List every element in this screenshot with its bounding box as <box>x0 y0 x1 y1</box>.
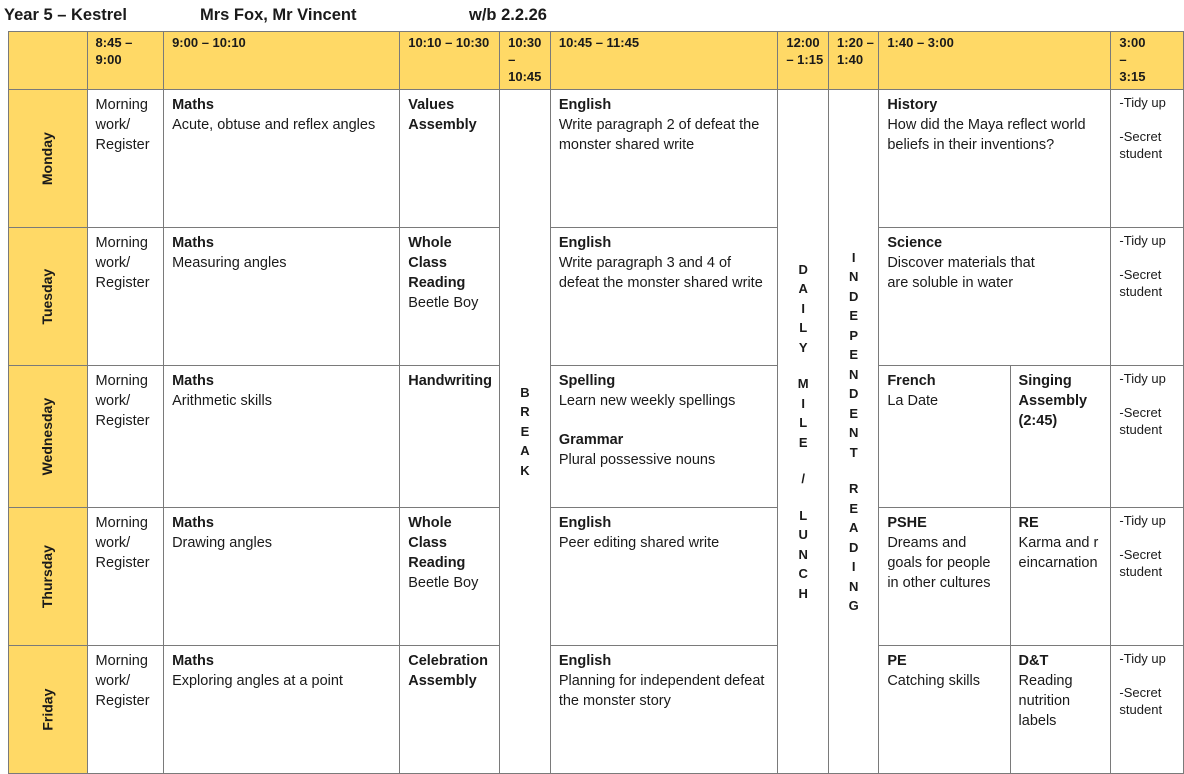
lunch-letter: L <box>799 320 808 336</box>
slot5-cell <box>550 228 778 366</box>
tidy-up-text: -Tidy up <box>1119 371 1166 386</box>
afternoon-a-detail: Catching skills <box>887 673 980 689</box>
tidy-cell <box>1111 228 1184 366</box>
lunch-letter: C <box>798 566 808 582</box>
slot3-title: Celebration Assembly <box>408 653 488 689</box>
reading-letter: N <box>848 425 859 440</box>
break-letter: K <box>520 462 530 478</box>
secret-student-text: -Secret student <box>1119 405 1163 438</box>
maths-detail: Arithmetic skills <box>172 393 272 409</box>
slot5-detail: Peer editing shared write <box>558 535 720 551</box>
maths-cell <box>164 90 400 228</box>
secret-student-text: -Secret student <box>1119 547 1163 580</box>
lunch-letter: / <box>801 471 805 487</box>
reading-letter: A <box>848 520 859 535</box>
day-label-friday: Friday <box>39 688 56 731</box>
slot5-title: English <box>558 97 612 113</box>
reading-letter: D <box>848 539 859 555</box>
register-cell: Morning work/ Register <box>87 646 164 774</box>
maths-title: Maths <box>172 235 214 251</box>
reading-letter: I <box>851 559 856 574</box>
slot5-cell <box>550 90 778 228</box>
slot5-cell <box>550 366 778 508</box>
afternoon-b-cell <box>1010 508 1111 646</box>
maths-title: Maths <box>172 515 214 531</box>
reading-letter: T <box>849 444 858 460</box>
reading-letter: E <box>849 308 859 323</box>
day-row-monday <box>9 90 1184 228</box>
maths-detail: Measuring angles <box>172 255 287 271</box>
slot3-detail: Beetle Boy <box>408 575 479 591</box>
lunch-letter: H <box>798 585 808 601</box>
tidy-up-text: -Tidy up <box>1119 233 1166 248</box>
time-slot-6: 12:00 – 1:15 <box>778 32 829 90</box>
slot5-detail: Write paragraph 2 of defeat the monster shared write <box>558 117 760 153</box>
afternoon-b-cell <box>1010 646 1111 774</box>
lunch-word <box>798 374 809 452</box>
reading-letter: N <box>848 366 859 382</box>
lunch-letter: N <box>798 546 808 562</box>
slot3-title: Whole Class Reading <box>408 515 466 571</box>
register-cell: Morning work/ Register <box>87 366 164 508</box>
break-letter: A <box>520 443 530 459</box>
reading-letter: P <box>849 327 859 343</box>
slot5-detail: Planning for independent defeat the monster story <box>558 673 765 709</box>
slot3-title: Values Assembly <box>408 97 477 133</box>
maths-detail: Drawing angles <box>172 535 273 551</box>
break-word <box>520 383 529 481</box>
day-row-tuesday <box>9 228 1184 366</box>
slot5-detail: Write paragraph 3 and 4 of defeat the monster shared write <box>558 255 763 291</box>
reading-letter: N <box>848 269 859 284</box>
afternoon-a-detail: Dreams and goals for people in other cultures <box>887 535 991 591</box>
slot5-title: English <box>558 235 612 251</box>
day-row-thursday <box>9 508 1184 646</box>
tidy-cell <box>1111 646 1184 774</box>
tidy-up-text: -Tidy up <box>1119 95 1166 110</box>
afternoon-title: Science <box>887 235 943 251</box>
register-cell: Morning work/ Register <box>87 90 164 228</box>
timetable <box>8 31 1184 774</box>
reading-letter: E <box>849 500 858 516</box>
slot3-detail: Beetle Boy <box>408 295 479 311</box>
lunch-letter: A <box>798 281 808 297</box>
teachers: Mrs Fox, Mr Vincent <box>200 6 357 24</box>
maths-cell <box>164 508 400 646</box>
afternoon-b-title: D&T <box>1018 653 1049 669</box>
lunch-letter: I <box>801 395 805 411</box>
reading-word <box>849 248 858 463</box>
afternoon-b-detail: Reading nutrition labels <box>1018 673 1073 729</box>
reading-column <box>829 90 879 774</box>
week-label: w/b 2.2.26 <box>469 6 547 24</box>
reading-letter: E <box>849 347 859 362</box>
tidy-cell <box>1111 90 1184 228</box>
afternoon-title: History <box>887 97 938 113</box>
time-slot-9: 3:00 – 3:15 <box>1111 32 1184 90</box>
maths-cell <box>164 228 400 366</box>
time-slot-5: 10:45 – 11:45 <box>550 32 778 90</box>
lunch-letter: M <box>797 376 809 392</box>
register-cell: Morning work/ Register <box>87 508 164 646</box>
reading-word <box>849 479 859 616</box>
time-slot-2: 9:00 – 10:10 <box>164 32 400 90</box>
slot5-title: English <box>558 653 612 669</box>
slot3-cell <box>400 228 500 366</box>
maths-title: Maths <box>172 97 214 113</box>
day-row-wednesday <box>9 366 1184 508</box>
afternoon-a-title: French <box>887 373 936 389</box>
afternoon-a-cell <box>879 508 1010 646</box>
maths-detail: Acute, obtuse and reflex angles <box>172 117 376 133</box>
time-header-row <box>9 32 1184 90</box>
tidy-cell <box>1111 366 1184 508</box>
time-slot-8: 1:40 – 3:00 <box>879 32 1111 90</box>
register-cell: Morning work/ Register <box>87 228 164 366</box>
maths-detail: Exploring angles at a point <box>172 673 343 689</box>
reading-label <box>829 248 878 616</box>
afternoon-a-cell <box>879 646 1010 774</box>
tidy-up-text: -Tidy up <box>1119 513 1166 528</box>
lunch-letter: L <box>799 415 808 431</box>
tidy-cell <box>1111 508 1184 646</box>
afternoon-a-cell <box>879 366 1010 508</box>
time-slot-3: 10:10 – 10:30 <box>400 32 500 90</box>
tidy-up-text: -Tidy up <box>1119 651 1166 666</box>
reading-letter: D <box>848 386 859 401</box>
reading-letter: I <box>851 249 856 265</box>
afternoon-cell <box>879 228 1111 366</box>
lunch-letter: E <box>798 434 808 450</box>
spelling-detail: Learn new weekly spellings <box>558 393 736 409</box>
time-slot-1: 8:45 – 9:00 <box>87 32 164 90</box>
afternoon-detail: How did the Maya reflect world beliefs in their inventions? <box>887 117 1086 153</box>
day-label-thursday: Thursday <box>39 544 56 608</box>
grammar-title: Grammar <box>558 432 624 448</box>
afternoon-b-cell <box>1010 366 1111 508</box>
lunch-letter: D <box>798 261 808 277</box>
maths-title: Maths <box>172 653 214 669</box>
slot5-cell <box>550 508 778 646</box>
grammar-detail: Plural possessive nouns <box>558 452 716 468</box>
secret-student-text: -Secret student <box>1119 129 1163 162</box>
afternoon-detail: Discover materials that are soluble in water <box>887 255 1035 291</box>
corner-cell <box>9 32 88 90</box>
afternoon-b-title: Singing Assembly (2:45) <box>1018 373 1088 429</box>
lunch-word <box>799 260 808 358</box>
day-label-tuesday: Tuesday <box>39 268 56 325</box>
lunch-letter: L <box>799 507 808 523</box>
slot3-title: Handwriting <box>408 373 492 389</box>
maths-title: Maths <box>172 373 214 389</box>
afternoon-a-title: PE <box>887 653 907 669</box>
afternoon-b-title: RE <box>1018 515 1039 531</box>
maths-cell <box>164 366 400 508</box>
slot3-cell <box>400 90 500 228</box>
reading-letter: E <box>849 405 859 421</box>
class-name: Year 5 – Kestrel <box>4 6 127 24</box>
reading-letter: D <box>848 288 859 304</box>
break-column <box>500 90 551 774</box>
slot3-cell <box>400 366 500 508</box>
secret-student-text: -Secret student <box>1119 685 1163 718</box>
reading-letter: R <box>848 481 859 496</box>
reading-letter: N <box>848 578 859 594</box>
lunch-column <box>778 90 829 774</box>
day-row-friday <box>9 646 1184 774</box>
lunch-word <box>799 506 808 604</box>
day-label-wednesday: Wednesday <box>39 397 56 475</box>
spelling-title: Spelling <box>558 373 616 389</box>
slot5-title: English <box>558 515 612 531</box>
lunch-word <box>801 469 805 489</box>
break-letter: B <box>520 384 530 400</box>
maths-cell <box>164 646 400 774</box>
time-slot-4: 10:30 – 10:45 <box>500 32 551 90</box>
break-label <box>500 383 550 481</box>
slot3-cell <box>400 508 500 646</box>
slot3-cell <box>400 646 500 774</box>
day-label-monday: Monday <box>39 131 56 185</box>
lunch-label <box>778 260 828 604</box>
secret-student-text: -Secret student <box>1119 267 1163 300</box>
afternoon-a-detail: La Date <box>887 393 939 409</box>
time-slot-7: 1:20 – 1:40 <box>829 32 879 90</box>
afternoon-a-title: PSHE <box>887 515 927 531</box>
afternoon-cell <box>879 90 1111 228</box>
lunch-letter: I <box>801 300 805 316</box>
lunch-letter: U <box>798 527 808 543</box>
break-letter: R <box>520 404 530 420</box>
slot3-title: Whole Class Reading <box>408 235 466 291</box>
reading-letter: G <box>848 598 859 613</box>
afternoon-b-detail: Karma and reincarnation <box>1018 535 1099 571</box>
break-letter: E <box>520 423 530 439</box>
slot5-cell <box>550 646 778 774</box>
lunch-letter: Y <box>798 339 808 355</box>
